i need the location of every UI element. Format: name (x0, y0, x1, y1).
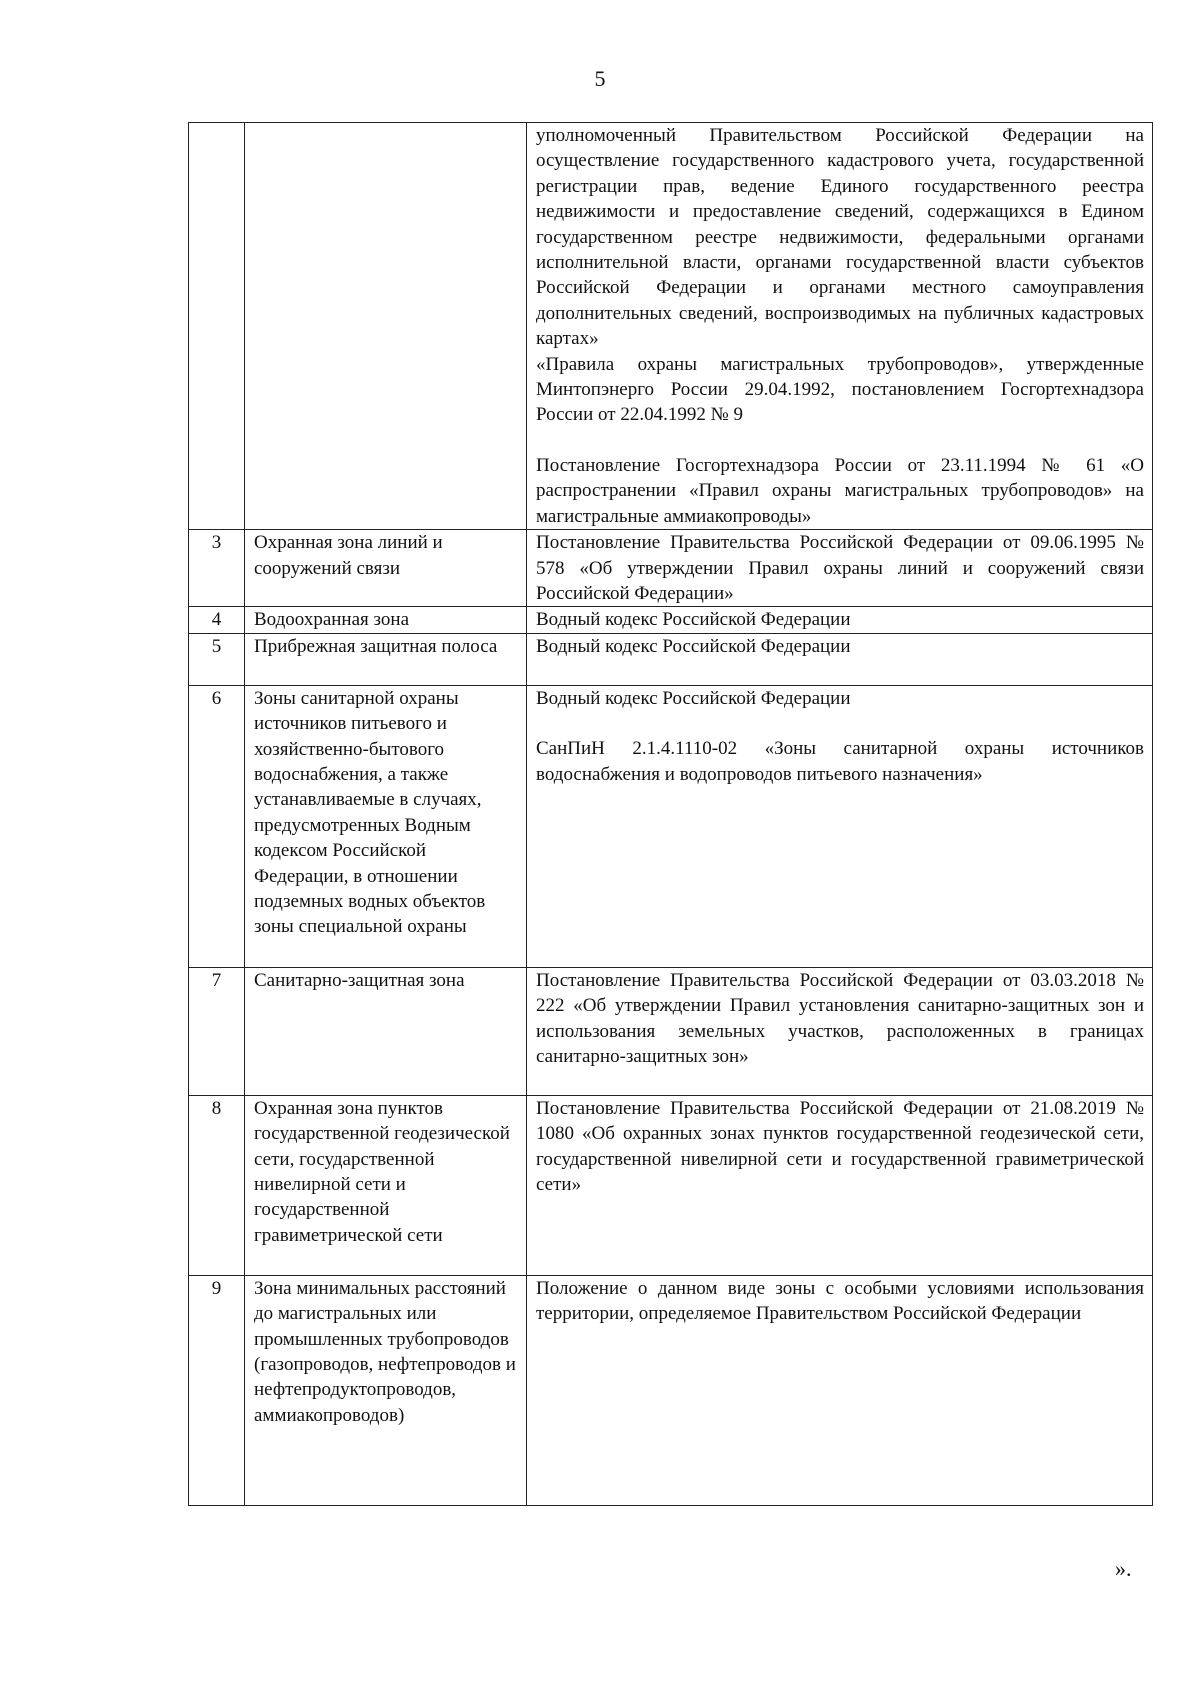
page-number: 5 (594, 66, 606, 91)
legal-basis (527, 633, 1153, 685)
row-number: 6 (189, 685, 245, 967)
zone-name: Зоны санитарной охраны источников питьевого и хозяйственно-бытового водоснабжения, а также устанавливаемые в случаях, предусмотренных Водным кодексом Российской Федерации, в отношении подземных водных объектов зоны специальной охраны (245, 685, 527, 967)
legal-document: «Правила охраны магистральных трубопроводов», утвержденные Минтопэнерго России 29.04.1992, постановлением Госгортехнадзора России от 22.04.1992 № 9 (536, 353, 1144, 426)
table-row (189, 123, 1153, 530)
row-number: 9 (189, 1275, 245, 1505)
legal-document: Постановление Госгортехнадзора России от 23.11.1994 № 61 «О распространении «Правил охраны магистральных трубопроводов» на магистральные аммиакопроводы» (536, 454, 1144, 527)
table-row (189, 1095, 1153, 1275)
row-number (189, 123, 245, 530)
zone-name: Санитарно-защитная зона (245, 967, 527, 1095)
zone-name: Прибрежная защитная полоса (245, 633, 527, 685)
row-number: 8 (189, 1095, 245, 1275)
legal-basis (527, 123, 1153, 530)
table-row (189, 530, 1153, 607)
row-number: 5 (189, 633, 245, 685)
zone-name: Водоохранная зона (245, 607, 527, 633)
legal-basis (527, 530, 1153, 607)
zone-name (245, 123, 527, 530)
row-number: 3 (189, 530, 245, 607)
legal-basis (527, 967, 1153, 1095)
legal-document: уполномоченный Правительством Российской Федерации на осуществление государственного кадастрового учета, государственной регистрации прав, ведение Единого государственного реестра недвижимости и предоставление сведений, содержащихся в Едином государственном реестре недвижимости, федеральными органами исполнительной власти, органами государственной власти субъектов Российской Федерации и органами местного самоуправления дополнительных сведений, воспроизводимых на публичных кадастровых картах» (536, 125, 1144, 350)
legal-document: Водный кодекс Российской Федерации (536, 687, 851, 709)
closing-quote-mark: ». (1115, 1556, 1132, 1581)
legal-basis (527, 607, 1153, 633)
legal-document: Водный кодекс Российской Федерации (536, 609, 851, 631)
legal-basis (527, 1275, 1153, 1505)
legal-basis (527, 685, 1153, 967)
legal-document: Постановление Правительства Российской Федерации от 03.03.2018 № 222 «Об утверждении Правил установления санитарно-защитных зон и использования земельных участков, расположенных в границах санитарно-защитных зон» (536, 969, 1144, 1067)
row-number: 7 (189, 967, 245, 1095)
zone-name: Зона минимальных расстояний до магистральных или промышленных трубопроводов (газопроводов, нефтепроводов и нефтепродуктопроводов, аммиакопроводов) (245, 1275, 527, 1505)
table-row (189, 633, 1153, 685)
table-row (189, 685, 1153, 967)
row-number: 4 (189, 607, 245, 633)
legal-document: Положение о данном виде зоны с особыми условиями использования территории, определяемое Правительством Российской Федерации (536, 1277, 1144, 1325)
legal-document: Постановление Правительства Российской Федерации от 09.06.1995 № 578 «Об утверждении Правил охраны линий и сооружений связи Российской Федерации» (536, 532, 1144, 604)
table-row (189, 967, 1153, 1095)
zones-table (188, 122, 1153, 1506)
zone-name: Охранная зона линий и сооружений связи (245, 530, 527, 607)
table-row (189, 1275, 1153, 1505)
legal-document: Водный кодекс Российской Федерации (536, 635, 851, 657)
table-row (189, 607, 1153, 633)
zone-name: Охранная зона пунктов государственной геодезической сети, государственной нивелирной сети и государственной гравиметрической сети (245, 1095, 527, 1275)
legal-basis (527, 1095, 1153, 1275)
legal-document: Постановление Правительства Российской Федерации от 21.08.2019 № 1080 «Об охранных зонах пунктов государственной геодезической сети, государственной нивелирной сети и государственной гравиметрической сети» (536, 1097, 1144, 1195)
legal-document: СанПиН 2.1.4.1110-02 «Зоны санитарной охраны источников водоснабжения и водопроводов питьевого назначения» (536, 738, 1144, 785)
